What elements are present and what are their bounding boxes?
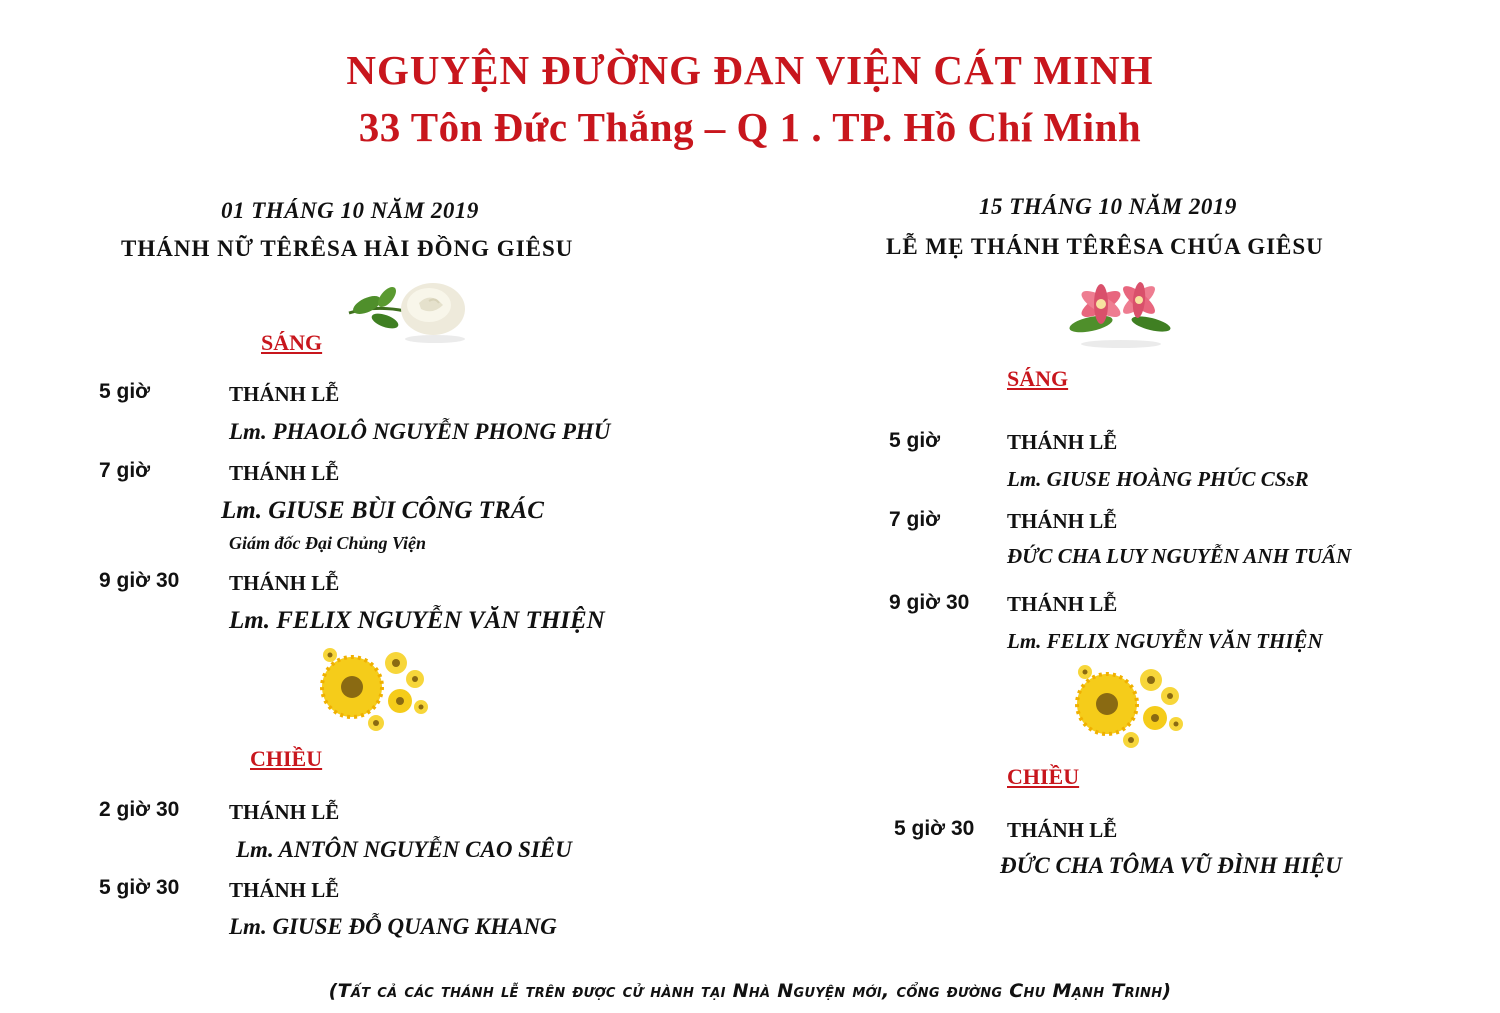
footer-note: (Tất cả các thánh lễ trên được cử hành tại Nhà Nguyện mới, cổng đường Chu Mạnh Trinh): [328, 980, 1172, 1002]
left-feast-title: THÁNH NỮ TÊRÊSA HÀI ĐỒNG GIÊSU: [121, 236, 574, 261]
celebrant-name: Lm. GIUSE BÙI CÔNG TRÁC: [221, 497, 544, 524]
yellow-daisies-icon: [1073, 662, 1185, 748]
mass-label: THÁNH LỄ: [229, 382, 340, 406]
schedule-time: 7 giờ: [889, 508, 941, 531]
schedule-time: 2 giờ 30: [99, 798, 180, 821]
celebrant-name: Lm. ANTÔN NGUYỄN CAO SIÊU: [236, 837, 572, 862]
schedule-time: 7 giờ: [99, 459, 151, 482]
celebrant-name: Lm. FELIX NGUYỄN VĂN THIỆN: [1007, 629, 1323, 653]
left-afternoon-heading: CHIỀU: [250, 746, 323, 771]
pink-lilies-icon: [1065, 270, 1177, 350]
right-afternoon-heading: CHIỀU: [1007, 764, 1080, 789]
mass-label: THÁNH LỄ: [1007, 430, 1118, 454]
mass-label: THÁNH LỄ: [1007, 509, 1118, 533]
page-title: NGUYỆN ĐƯỜNG ĐAN VIỆN CÁT MINH: [346, 47, 1154, 93]
mass-label: THÁNH LỄ: [229, 800, 340, 824]
celebrant-name: ĐỨC CHA LUY NGUYỄN ANH TUẤN: [1007, 544, 1352, 568]
schedule-time: 5 giờ 30: [894, 817, 975, 840]
yellow-daisies-icon: [318, 645, 430, 731]
right-morning-heading: SÁNG: [1007, 366, 1069, 391]
mass-label: THÁNH LỄ: [229, 571, 340, 595]
celebrant-name: Lm. FELIX NGUYỄN VĂN THIỆN: [229, 607, 605, 634]
right-date: 15 THÁNG 10 NĂM 2019: [979, 194, 1237, 219]
address: 33 Tôn Đức Thắng – Q 1 . TP. Hồ Chí Minh: [358, 104, 1142, 150]
celebrant-name: Lm. GIUSE HOÀNG PHÚC CSsR: [1007, 467, 1309, 491]
celebrant-name: Lm. GIUSE ĐỖ QUANG KHANG: [229, 914, 557, 939]
schedule-time: 9 giờ 30: [889, 591, 970, 614]
left-morning-heading: SÁNG: [261, 330, 323, 355]
schedule-time: 5 giờ: [99, 380, 151, 403]
mass-label: THÁNH LỄ: [1007, 818, 1118, 842]
white-rose-icon: [345, 275, 475, 345]
schedule-time: 5 giờ 30: [99, 876, 180, 899]
right-feast-title: LỄ MẸ THÁNH TÊRÊSA CHÚA GIÊSU: [886, 234, 1324, 259]
celebrant-name: ĐỨC CHA TÔMA VŨ ĐÌNH HIỆU: [1000, 853, 1342, 878]
celebrant-name: Lm. PHAOLÔ NGUYỄN PHONG PHÚ: [229, 419, 611, 444]
schedule-time: 9 giờ 30: [99, 569, 180, 592]
left-date: 01 THÁNG 10 NĂM 2019: [221, 198, 479, 223]
celebrant-role: Giám đốc Đại Chủng Viện: [229, 533, 427, 553]
mass-label: THÁNH LỄ: [229, 878, 340, 902]
mass-label: THÁNH LỄ: [229, 461, 340, 485]
mass-label: THÁNH LỄ: [1007, 592, 1118, 616]
schedule-time: 5 giờ: [889, 429, 941, 452]
